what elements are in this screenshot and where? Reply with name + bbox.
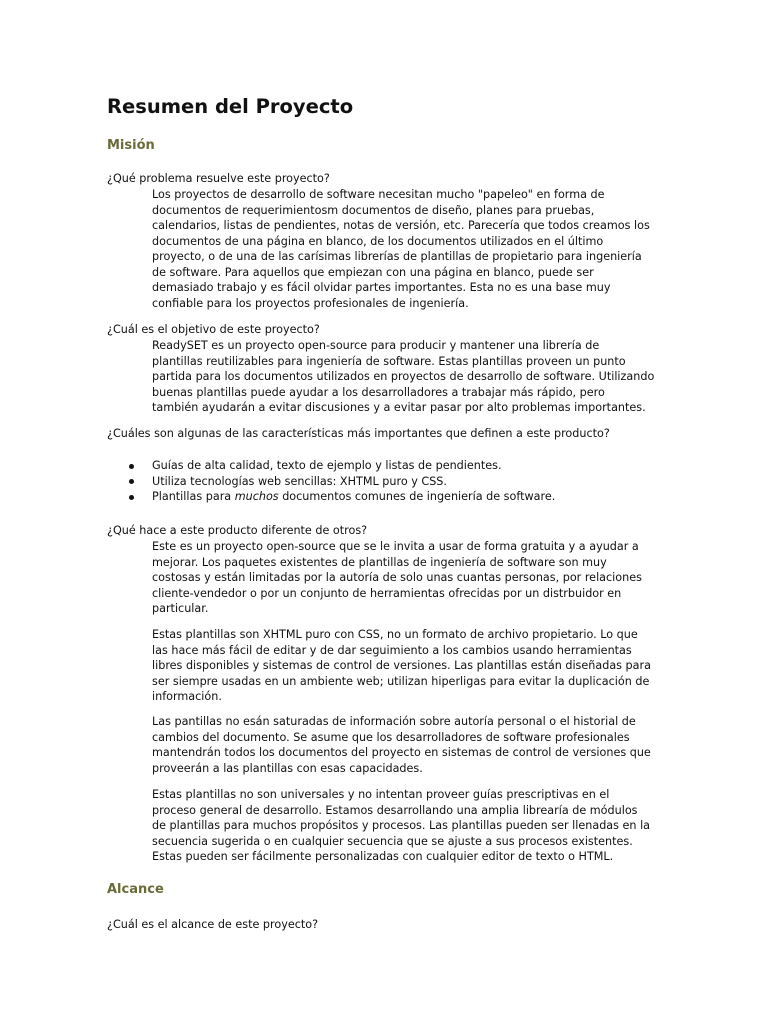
answer-line: demasiado trabajo y es fácil olvidar partes importantes. Esta no es una base muy <box>152 281 611 294</box>
answer-line: proyecto, o de una de las carísimas librerías de plantillas de propietario para ingeniería <box>152 250 642 263</box>
list-item-text-before: Plantillas para <box>152 490 235 503</box>
question-objetivo: ¿Cuál es el objetivo de este proyecto? <box>107 323 320 336</box>
list-item <box>107 489 555 505</box>
answer-diferente-p4 <box>152 787 672 865</box>
answer-line: partida para los documentos utilizados en proyectos de desarrollo de software. Utilizando <box>152 370 655 383</box>
answer-line: cliente-vendedor o por un conjunto de herramientas ofrecidas por un distrbuidor en <box>152 586 622 600</box>
answer-line: Este es un proyecto open-source que se le invita a usar de forma gratuita y a ayudar a <box>152 540 639 553</box>
answer-line: Los proyectos de desarrollo de software necesitan mucho "papeleo" en forma de <box>152 188 605 201</box>
answer-line: las hace más fácil de editar y de dar seguimiento a los cambios usando herramientas <box>152 643 632 657</box>
answer-diferente-p1 <box>152 539 672 617</box>
answer-line: calendarios, listas de pendientes, notas de versión, etc. Parecería que todos creamos los <box>152 219 650 232</box>
answer-diferente-p2 <box>152 627 672 705</box>
bullet-icon <box>129 464 134 469</box>
list-item-text-after: documentos comunes de ingeniería de software. <box>278 490 556 503</box>
bullet-icon <box>129 495 134 500</box>
answer-line: también ayudarán a evitar discusiones y a evitar pasar por alto problemas importantes. <box>152 401 646 414</box>
answer-line: costosas y están limitadas por la autoría de solo unas cuantas personas, por relaciones <box>152 571 642 584</box>
answer-line: proceso general de desarrollo. Estamos desarrollando una amplia librearía de módulos <box>152 803 638 817</box>
answer-line: buenas plantillas puede ayudar a los desarrolladores a trabajar más rápido, pero <box>152 385 605 399</box>
answer-line: documentos de requerimientosm documentos de diseño, planes para pruebas, <box>152 203 595 217</box>
answer-line: Las pantillas no esán saturadas de información sobre autoría personal o el historial de <box>152 715 636 728</box>
answer-line: Estas plantillas no son universales y no intentan proveer guías prescriptivas en el <box>152 788 610 801</box>
feature-list <box>107 458 555 505</box>
section-heading-alcance: Alcance <box>107 882 164 897</box>
answer-line: confiable para los proyectos profesionales de ingeniería. <box>152 296 469 310</box>
answer-line: ReadySET es un proyecto open-source para producir y mantener una librería de <box>152 339 600 352</box>
answer-line: Estas plantillas son XHTML puro con CSS, no un formato de archivo propietario. Lo que <box>152 628 638 641</box>
answer-line: de plantillas para muchos propósitos y procesos. Las plantillas pueden ser llenadas en la <box>152 819 651 832</box>
list-item <box>107 474 555 490</box>
answer-line: plantillas reutilizables para ingeniería de software. Estas plantillas proveen un punto <box>152 354 626 368</box>
answer-line: particular. <box>152 602 209 615</box>
list-item-text: Guías de alta calidad, texto de ejemplo y listas de pendientes. <box>152 459 502 472</box>
answer-line: Estas pueden ser fácilmente personalizadas con cualquier editor de texto o HTML. <box>152 850 614 863</box>
question-diferente: ¿Qué hace a este producto diferente de otros? <box>107 524 368 537</box>
answer-line: mantendrán todos los documentos del proyecto en sistemas de control de versiones que <box>152 746 651 759</box>
answer-diferente-p3 <box>152 714 672 776</box>
question-alcance: ¿Cuál es el alcance de este proyecto? <box>107 918 319 931</box>
answer-line: de software. Para aquellos que empiezan con una página en blanco, puede ser <box>152 265 594 279</box>
answer-line: información. <box>152 690 222 703</box>
answer-objetivo <box>152 338 672 416</box>
list-item <box>107 458 555 474</box>
bullet-icon <box>129 479 134 484</box>
page-title: Resumen del Proyecto <box>107 95 354 118</box>
answer-line: libres disponibles y sistemas de control de versiones. Las plantillas están diseñadas para <box>152 659 651 672</box>
list-item-emphasis: muchos <box>234 490 279 503</box>
answer-line: ser siempre usadas en un ambiente web; utilizan hiperligas para evitar la duplicación de <box>152 674 650 688</box>
answer-line: proveerán a las plantillas con esas capacidades. <box>152 761 423 775</box>
answer-line: secuencia sugerida o en cualquier secuencia que se ajuste a sus procesos existentes. <box>152 834 633 848</box>
answer-line: documentos de una página en blanco, de los documentos utilizados en el último <box>152 234 604 248</box>
answer-problema <box>152 187 672 311</box>
question-problema: ¿Qué problema resuelve este proyecto? <box>107 172 330 185</box>
question-caracteristicas: ¿Cuáles son algunas de las características más importantes que definen a este producto? <box>107 427 610 440</box>
list-item-text: Utiliza tecnologías web sencillas: XHTML puro y CSS. <box>152 474 447 488</box>
answer-line: cambios del documento. Se asume que los desarrolladores de software profesionales <box>152 730 630 744</box>
answer-line: mejorar. Los paquetes existentes de plantillas de ingeniería de software son muy <box>152 555 607 569</box>
section-heading-mision: Misión <box>107 138 155 153</box>
